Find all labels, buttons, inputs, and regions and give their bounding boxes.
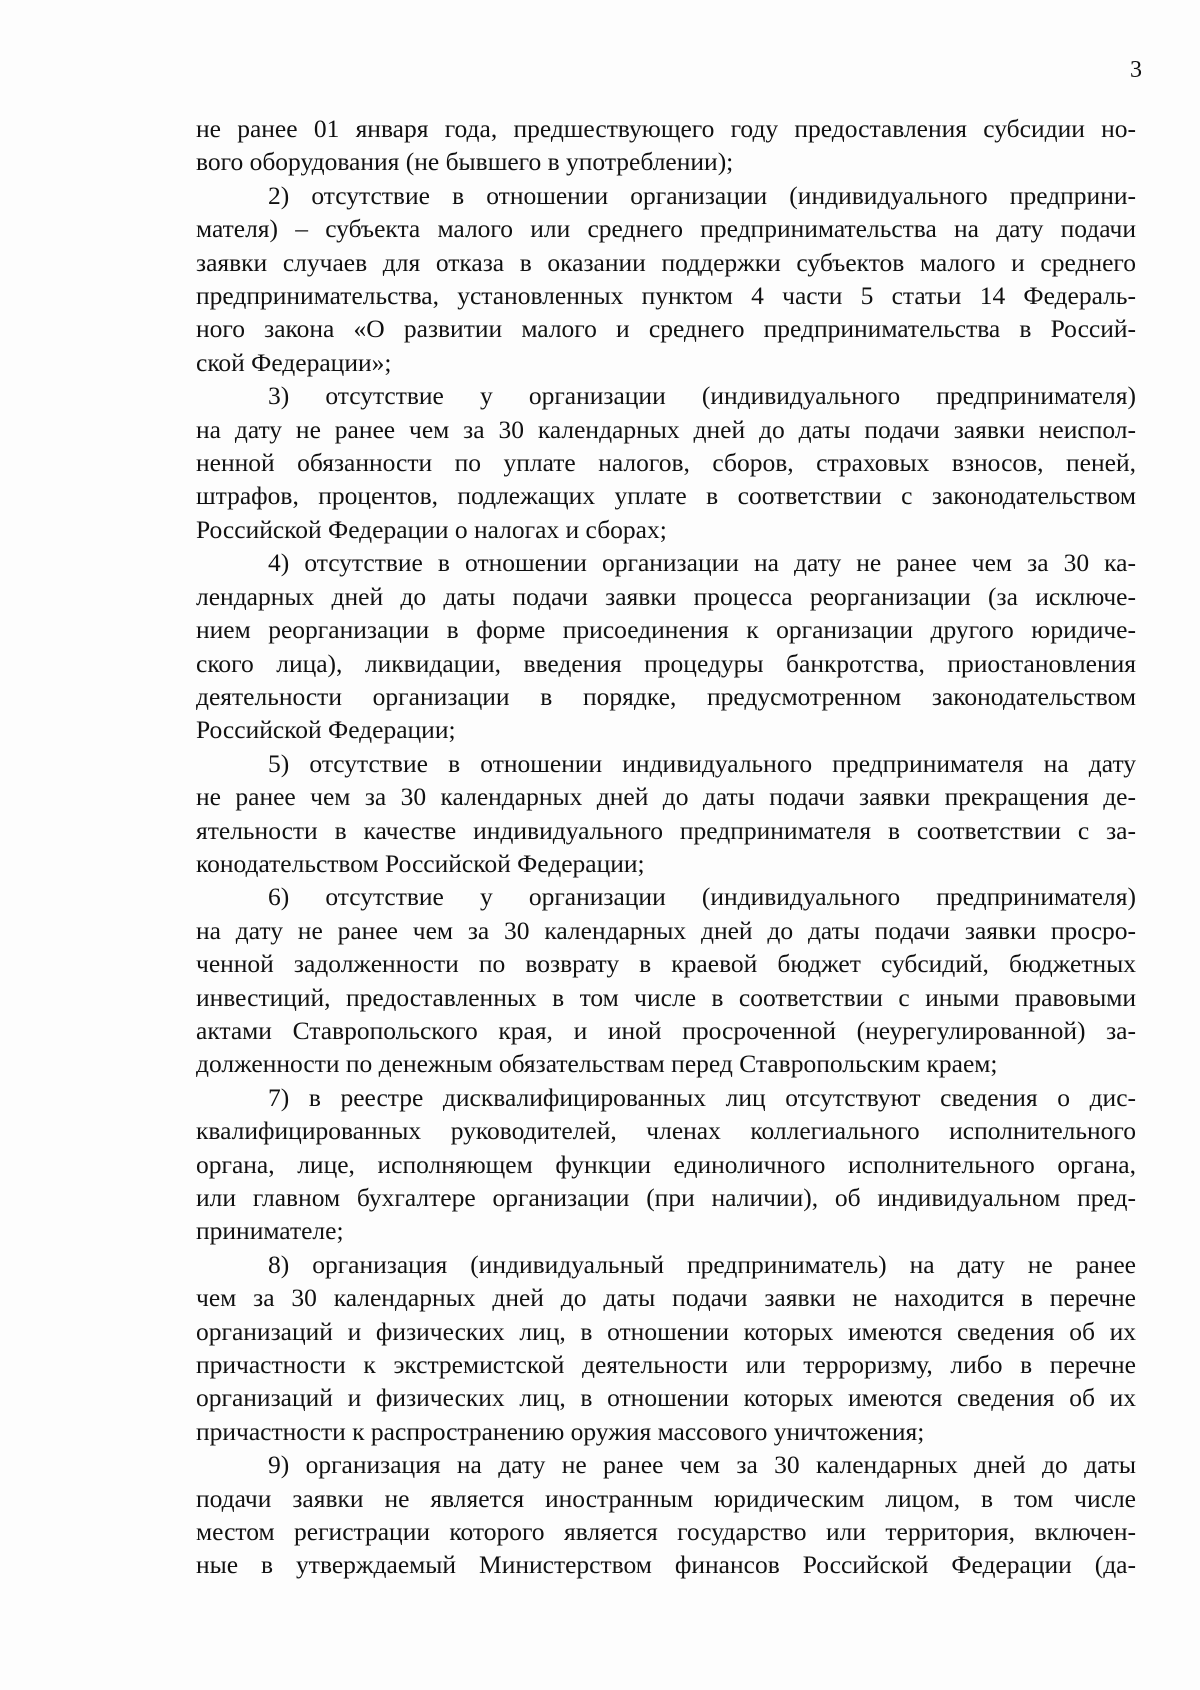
text-line: вого оборудования (не бывшего в употреблении); (196, 147, 734, 177)
text-line: ского лица), ликвидации, введения процедуры банкротства, приостановления (196, 648, 1136, 678)
text-line: ченной задолженности по возврату в краевой бюджет субсидий, бюджетных (196, 949, 1136, 979)
text-line: Российской Федерации о налогах и сборах; (196, 514, 667, 544)
text-line: не ранее 01 января года, предшествующего году предоставления субсидии но- (196, 114, 1136, 143)
text-line: ненной обязанности по уплате налогов, сборов, страховых взносов, пеней, (196, 448, 1136, 478)
text-line: ятельности в качестве индивидуального предпринимателя в соответствии с за- (196, 815, 1136, 845)
text-line: не ранее чем за 30 календарных дней до даты подачи заявки прекращения де- (196, 782, 1136, 812)
text-line: чем за 30 календарных дней до даты подачи заявки не находится в перечне (196, 1283, 1136, 1313)
text-line: на дату не ранее чем за 30 календарных дней до даты подачи заявки неиспол- (196, 414, 1136, 444)
text-line: мателя) – субъекта малого или среднего предпринимательства на дату подачи (196, 214, 1136, 244)
text-line: ской Федерации»; (196, 347, 392, 377)
list-item-8-line: 8) организация (индивидуальный предприниматель) на дату не ранее (268, 1249, 1136, 1279)
text-line: ные в утверждаемый Министерством финансов Российской Федерации (да- (196, 1550, 1136, 1580)
text-line: местом регистрации которого является государство или территория, включен- (196, 1517, 1136, 1547)
list-item-4-line: 4) отсутствие в отношении организации на дату не ранее чем за 30 ка- (268, 548, 1136, 578)
text-line: нием реорганизации в форме присоединения к организации другого юридиче- (196, 615, 1136, 645)
document-body (196, 112, 1136, 1582)
text-line: заявки случаев для отказа в оказании поддержки субъектов малого и среднего (196, 247, 1136, 277)
text-line: Российской Федерации; (196, 715, 456, 745)
text-line: принимателе; (196, 1216, 344, 1246)
list-item-6-line: 6) отсутствие у организации (индивидуального предпринимателя) (268, 882, 1136, 912)
text-line: на дату не ранее чем за 30 календарных дней до даты подачи заявки просро- (196, 915, 1136, 945)
list-item-3-line: 3) отсутствие у организации (индивидуального предпринимателя) (268, 381, 1136, 411)
text-line: причастности к распространению оружия массового уничтожения; (196, 1416, 925, 1446)
text-line: организаций и физических лиц, в отношении которых имеются сведения об их (196, 1383, 1136, 1413)
text-line: ного закона «О развитии малого и среднего предпринимательства в Россий- (196, 314, 1136, 344)
text-line: предпринимательства, установленных пунктом 4 части 5 статьи 14 Федераль- (196, 281, 1136, 311)
text-line: деятельности организации в порядке, предусмотренном законодательством (196, 681, 1136, 711)
text-line: конодательством Российской Федерации; (196, 848, 645, 878)
text-line: подачи заявки не является иностранным юридическим лицом, в том числе (196, 1483, 1136, 1513)
list-item-2-line: 2) отсутствие в отношении организации (индивидуального предприни- (268, 180, 1136, 210)
text-line: причастности к экстремистской деятельности или терроризму, либо в перечне (196, 1350, 1136, 1380)
list-item-9-line: 9) организация на дату не ранее чем за 30 календарных дней до даты (268, 1450, 1136, 1480)
list-item-5-line: 5) отсутствие в отношении индивидуального предпринимателя на дату (268, 748, 1136, 778)
list-item-7-line: 7) в реестре дисквалифицированных лиц отсутствуют сведения о дис- (268, 1082, 1136, 1112)
text-line: актами Ставропольского края, и иной просроченной (неурегулированной) за- (196, 1015, 1136, 1045)
text-line: организаций и физических лиц, в отношении которых имеются сведения об их (196, 1316, 1136, 1346)
text-line: лендарных дней до даты подачи заявки процесса реорганизации (за исключе- (196, 581, 1136, 611)
text-line: инвестиций, предоставленных в том числе в соответствии с иными правовыми (196, 982, 1136, 1012)
text-line: органа, лице, исполняющем функции единоличного исполнительного органа, (196, 1149, 1136, 1179)
page-number: 3 (1130, 57, 1142, 83)
text-line: или главном бухгалтере организации (при наличии), об индивидуальном пред- (196, 1183, 1136, 1212)
text-line: долженности по денежным обязательствам перед Ставропольским краем; (196, 1049, 998, 1079)
text-line: штрафов, процентов, подлежащих уплате в соответствии с законодательством (196, 481, 1136, 511)
text-line: квалифицированных руководителей, членах коллегиального исполнительного (196, 1116, 1136, 1146)
